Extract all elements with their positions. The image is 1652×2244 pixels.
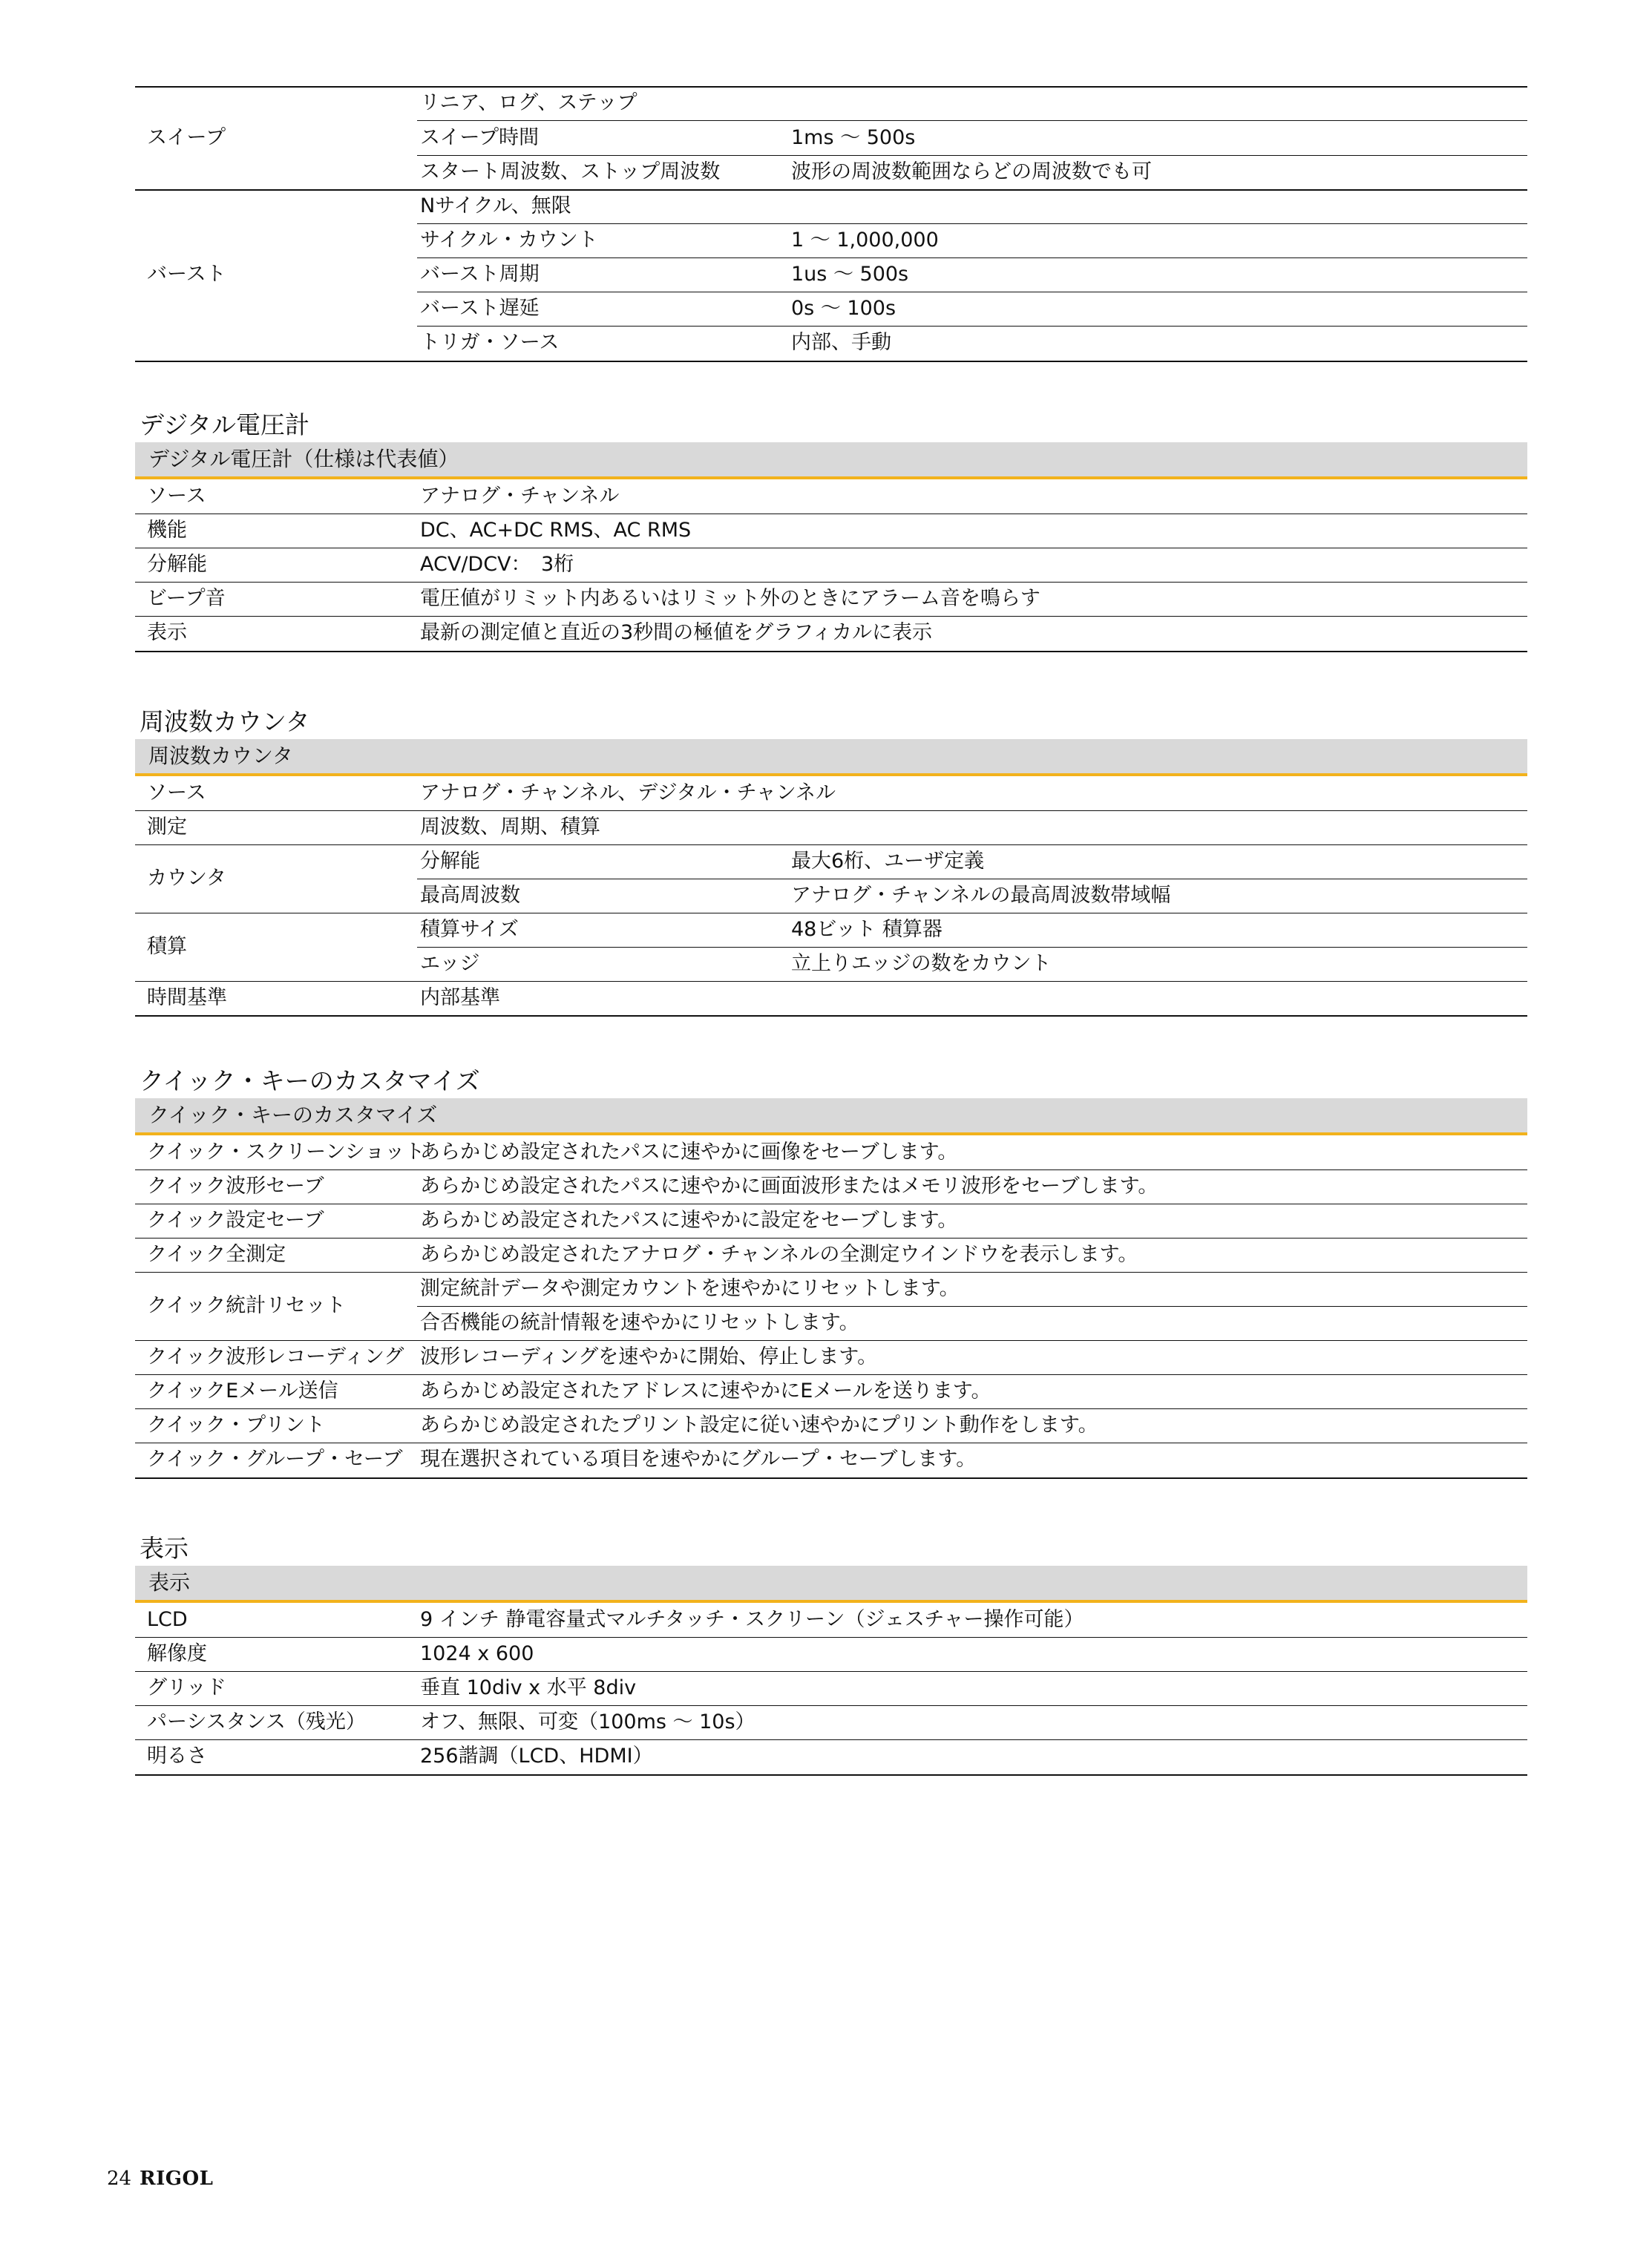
quick-all-measure-key: クイック全測定 — [147, 1243, 286, 1266]
quick-email-key: クイックEメール送信 — [147, 1379, 338, 1402]
quick-print-value: あらかじめ設定されたプリント設定に従い速やかにプリント動作をします。 — [420, 1414, 1098, 1437]
quick-group-save-value: 現在選択されている項目を速やかにグループ・セーブします。 — [420, 1448, 977, 1471]
sweep-time-value: 1ms ～ 500s — [791, 126, 916, 149]
burst-cycle-value: 1 ～ 1,000,000 — [791, 229, 939, 252]
totalize-size-value: 48ビット 積算器 — [791, 918, 943, 941]
display-brightness-value: 256諧調（LCD、HDMI） — [420, 1745, 653, 1768]
display-resolution-key: 解像度 — [147, 1642, 207, 1665]
display-resolution-value: 1024 x 600 — [420, 1642, 534, 1665]
section-title-dvm: デジタル電圧計 — [140, 410, 310, 439]
section-header-label: デジタル電圧計（仕様は代表値） — [148, 447, 459, 471]
quick-screenshot-key: クイック・スクリーンショット — [147, 1141, 425, 1164]
table-rule — [135, 651, 1527, 652]
burst-delay-value: 0s ～ 100s — [791, 297, 897, 320]
counter-maxfreq-key: 最高周波数 — [420, 884, 520, 907]
quick-print-key: クイック・プリント — [147, 1414, 326, 1437]
section-header-quick — [135, 1098, 1527, 1135]
quick-wave-save-value: あらかじめ設定されたパスに速やかに画面波形またはメモリ波形をセーブします。 — [420, 1175, 1158, 1198]
quick-setup-save-key: クイック設定セーブ — [147, 1209, 324, 1232]
dvm-beep-value: 電圧値がリミット内あるいはリミット外のときにアラーム音を鳴らす — [420, 587, 1040, 610]
section-header-dvm — [135, 442, 1527, 479]
quick-recording-value: 波形レコーディングを速やかに開始、停止します。 — [420, 1345, 878, 1368]
totalize-edge-value: 立上りエッジの数をカウント — [791, 952, 1052, 975]
display-lcd-value: 9 インチ 静電容量式マルチタッチ・スクリーン（ジェスチャー操作可能） — [420, 1608, 1084, 1631]
burst-label: バースト — [147, 263, 226, 286]
table-rule — [135, 1637, 1527, 1638]
burst-period-value: 1us ～ 500s — [791, 263, 909, 286]
burst-mode: Nサイクル、無限 — [420, 194, 571, 217]
totalize-edge-key: エッジ — [420, 952, 480, 975]
sweep-label: スイープ — [147, 126, 226, 149]
burst-cycle-key: サイクル・カウント — [420, 229, 598, 252]
quick-group-save-key: クイック・グループ・セーブ — [147, 1448, 403, 1471]
table-rule — [135, 1477, 1527, 1479]
dvm-function-value: DC、AC+DC RMS、AC RMS — [420, 519, 692, 542]
table-rule — [417, 120, 1527, 121]
dvm-resolution-key: 分解能 — [147, 553, 207, 576]
counter-resolution-key: 分解能 — [420, 850, 480, 873]
sweep-time-key: スイープ時間 — [420, 126, 540, 149]
section-header-counter — [135, 739, 1527, 776]
sweep-freq-key: スタート周波数、ストップ周波数 — [420, 160, 721, 183]
table-rule — [135, 1739, 1527, 1740]
table-rule — [135, 810, 1527, 811]
page-number: 24 — [107, 2168, 132, 2190]
dvm-display-key: 表示 — [147, 621, 187, 644]
dvm-beep-key: ビープ音 — [147, 587, 226, 610]
burst-trigger-key: トリガ・ソース — [420, 331, 560, 354]
quick-all-measure-value: あらかじめ設定されたアナログ・チャンネルの全測定ウインドウを表示します。 — [420, 1243, 1138, 1266]
table-rule — [135, 1671, 1527, 1672]
table-rule — [135, 189, 1527, 191]
counter-group-label: カウンタ — [147, 867, 226, 890]
counter-timebase-value: 内部基準 — [420, 986, 500, 1009]
quick-reset-value-2: 合否機能の統計情報を速やかにリセットします。 — [420, 1311, 859, 1334]
counter-resolution-value: 最大6桁、ユーザ定義 — [791, 850, 985, 873]
table-rule — [135, 86, 1527, 88]
display-grid-key: グリッド — [147, 1676, 226, 1699]
section-header-label: 表示 — [148, 1570, 191, 1595]
section-header-label: クイック・キーのカスタマイズ — [148, 1103, 438, 1127]
quick-wave-save-key: クイック波形セーブ — [147, 1175, 324, 1198]
table-rule — [135, 1015, 1527, 1017]
dvm-resolution-value: ACV/DCV： 3桁 — [420, 553, 574, 576]
section-title-counter: 周波数カウンタ — [140, 707, 310, 736]
counter-measure-key: 測定 — [147, 816, 187, 839]
counter-source-value: アナログ・チャンネル、デジタル・チャンネル — [420, 781, 836, 804]
display-persistence-value: オフ、無限、可変（100ms ～ 10s） — [420, 1710, 755, 1733]
quick-email-value: あらかじめ設定されたアドレスに速やかにEメールを送ります。 — [420, 1379, 991, 1402]
totalize-size-key: 積算サイズ — [420, 918, 519, 941]
display-grid-value: 垂直 10div x 水平 8div — [420, 1676, 637, 1699]
section-title-display: 表示 — [140, 1534, 189, 1563]
table-rule — [135, 361, 1527, 362]
dvm-function-key: 機能 — [147, 519, 187, 542]
section-header-label: 周波数カウンタ — [148, 744, 293, 768]
dvm-source-key: ソース — [147, 485, 206, 508]
section-header-display — [135, 1566, 1527, 1603]
display-brightness-key: 明るさ — [147, 1745, 207, 1768]
dvm-display-value: 最新の測定値と直近の3秒間の極値をグラフィカルに表示 — [420, 621, 933, 644]
totalize-group-label: 積算 — [147, 935, 187, 958]
burst-trigger-value: 内部、手動 — [791, 331, 891, 354]
quick-setup-save-value: あらかじめ設定されたパスに速やかに設定をセーブします。 — [420, 1209, 958, 1232]
counter-source-key: ソース — [147, 781, 206, 804]
display-persistence-key: パーシスタンス（残光） — [147, 1710, 366, 1733]
dvm-source-value: アナログ・チャンネル — [420, 485, 620, 508]
counter-measure-value: 周波数、周期、積算 — [420, 816, 600, 839]
quick-screenshot-value: あらかじめ設定されたパスに速やかに画像をセーブします。 — [420, 1141, 958, 1164]
sweep-freq-value: 波形の周波数範囲ならどの周波数でも可 — [791, 160, 1152, 183]
sweep-mode: リニア、ログ、ステップ — [420, 91, 637, 114]
counter-maxfreq-value: アナログ・チャンネルの最高周波数帯域幅 — [791, 884, 1171, 907]
quick-reset-value-1: 測定統計データや測定カウントを速やかにリセットします。 — [420, 1277, 960, 1300]
table-rule — [135, 981, 1527, 982]
section-title-quick: クイック・キーのカスタマイズ — [140, 1066, 480, 1095]
display-lcd-key: LCD — [147, 1608, 188, 1631]
burst-delay-key: バースト遅延 — [420, 297, 540, 320]
table-rule — [135, 1774, 1527, 1776]
burst-period-key: バースト周期 — [420, 263, 540, 286]
quick-recording-key: クイック波形レコーディング — [147, 1345, 404, 1368]
table-rule — [417, 326, 1527, 327]
quick-reset-key: クイック統計リセット — [147, 1294, 346, 1317]
counter-timebase-key: 時間基準 — [147, 986, 227, 1009]
brand-logo: RIGOL — [140, 2168, 214, 2190]
table-rule — [417, 257, 1527, 258]
